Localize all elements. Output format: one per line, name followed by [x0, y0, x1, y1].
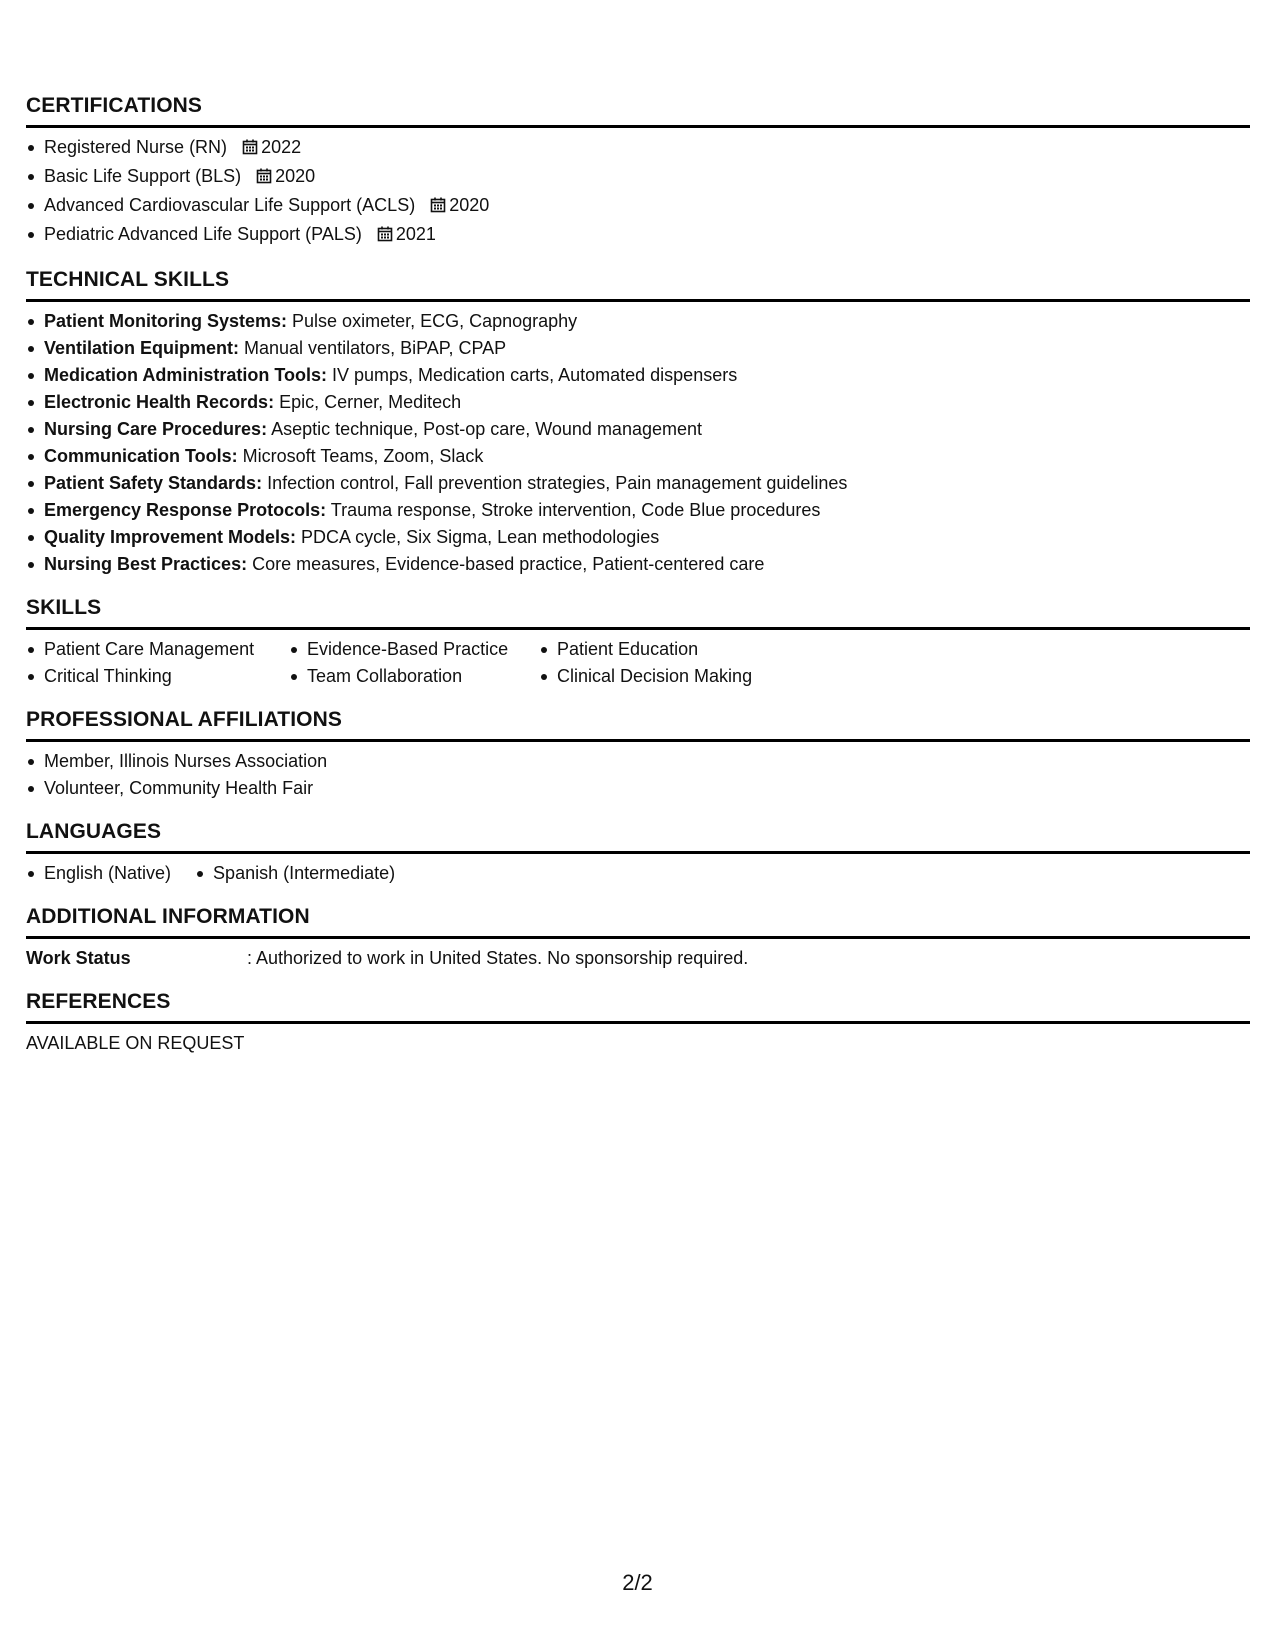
work-status-row	[26, 939, 1250, 972]
calendar-icon	[256, 165, 272, 192]
certification-name: Advanced Cardiovascular Life Support (ACLS)	[44, 195, 416, 215]
certification-item	[26, 163, 1250, 192]
skill-item: Clinical Decision Making	[539, 663, 789, 690]
certification-item	[26, 221, 1250, 250]
technical-skill-item	[26, 524, 1250, 551]
references-section	[26, 988, 1250, 1057]
skill-category-value: Microsoft Teams, Zoom, Slack	[237, 446, 484, 466]
certifications-list	[26, 128, 1250, 250]
certification-item	[26, 192, 1250, 221]
skill-item: Team Collaboration	[289, 663, 539, 690]
language-item: English (Native)	[26, 860, 171, 887]
skill-category-label: Quality Improvement Models:	[44, 527, 297, 547]
certification-name: Pediatric Advanced Life Support (PALS)	[44, 224, 362, 244]
skill-category-label: Electronic Health Records:	[44, 392, 275, 412]
skills-column	[289, 636, 539, 690]
affiliations-heading: PROFESSIONAL AFFILIATIONS	[26, 706, 1250, 742]
technical-skill-item	[26, 308, 1250, 335]
skill-category-label: Communication Tools:	[44, 446, 238, 466]
skills-columns	[26, 630, 1250, 690]
technical-skills-section	[26, 266, 1250, 578]
resume-page	[26, 92, 1250, 1057]
skill-item: Patient Education	[539, 636, 789, 663]
certification-name: Registered Nurse (RN)	[44, 137, 228, 157]
technical-skill-item	[26, 497, 1250, 524]
languages-section	[26, 818, 1250, 887]
skill-category-label: Nursing Care Procedures:	[44, 419, 268, 439]
affiliations-section	[26, 706, 1250, 802]
skills-section	[26, 594, 1250, 690]
skill-item: Evidence-Based Practice	[289, 636, 539, 663]
skills-column	[26, 636, 289, 690]
calendar-icon	[377, 223, 393, 250]
additional-info-heading: ADDITIONAL INFORMATION	[26, 903, 1250, 939]
references-heading: REFERENCES	[26, 988, 1250, 1024]
work-status-label: Work Status	[26, 948, 131, 968]
skill-category-value: Core measures, Evidence-based practice, Patient-centered care	[247, 554, 765, 574]
technical-skill-item	[26, 335, 1250, 362]
technical-skill-item	[26, 443, 1250, 470]
certification-year: 2022	[261, 137, 302, 157]
skill-category-label: Emergency Response Protocols:	[44, 500, 327, 520]
affiliation-item: Volunteer, Community Health Fair	[26, 775, 1250, 802]
additional-info-section	[26, 903, 1250, 972]
skill-category-value: Pulse oximeter, ECG, Capnography	[287, 311, 578, 331]
skill-category-label: Ventilation Equipment:	[44, 338, 240, 358]
technical-skills-heading: TECHNICAL SKILLS	[26, 266, 1250, 302]
skill-category-value: IV pumps, Medication carts, Automated dispensers	[327, 365, 738, 385]
skills-heading: SKILLS	[26, 594, 1250, 630]
skill-category-value: Aseptic technique, Post-op care, Wound management	[267, 419, 703, 439]
skill-category-value: PDCA cycle, Six Sigma, Lean methodologies	[296, 527, 660, 547]
skill-category-value: Manual ventilators, BiPAP, CPAP	[239, 338, 507, 358]
certification-year: 2020	[449, 195, 490, 215]
page-number: 2/2	[622, 1570, 653, 1595]
skill-category-value: Epic, Cerner, Meditech	[274, 392, 462, 412]
skill-category-value: Trauma response, Stroke intervention, Code Blue procedures	[326, 500, 821, 520]
skill-category-value: Infection control, Fall prevention strategies, Pain management guidelines	[262, 473, 848, 493]
affiliations-list	[26, 742, 1250, 802]
skills-column	[539, 636, 789, 690]
skill-item: Patient Care Management	[26, 636, 289, 663]
work-status-value: : Authorized to work in United States. No sponsorship required.	[247, 948, 749, 968]
certification-year: 2020	[275, 166, 316, 186]
calendar-icon	[242, 136, 258, 163]
certifications-heading: CERTIFICATIONS	[26, 92, 1250, 128]
certification-item	[26, 134, 1250, 163]
skill-category-label: Medication Administration Tools:	[44, 365, 327, 385]
skill-item: Critical Thinking	[26, 663, 289, 690]
references-text: AVAILABLE ON REQUEST	[26, 1033, 245, 1053]
skill-category-label: Patient Monitoring Systems:	[44, 311, 288, 331]
language-item: Spanish (Intermediate)	[195, 860, 395, 887]
certifications-section	[26, 92, 1250, 250]
technical-skill-item	[26, 389, 1250, 416]
skill-category-label: Nursing Best Practices:	[44, 554, 248, 574]
technical-skills-list	[26, 302, 1250, 578]
technical-skill-item	[26, 362, 1250, 389]
skill-category-label: Patient Safety Standards:	[44, 473, 263, 493]
calendar-icon	[430, 194, 446, 221]
affiliation-item: Member, Illinois Nurses Association	[26, 748, 1250, 775]
technical-skill-item	[26, 416, 1250, 443]
certification-name: Basic Life Support (BLS)	[44, 166, 242, 186]
technical-skill-item	[26, 551, 1250, 578]
languages-heading: LANGUAGES	[26, 818, 1250, 854]
technical-skill-item	[26, 470, 1250, 497]
certification-year: 2021	[395, 224, 436, 244]
languages-list	[26, 854, 1250, 887]
